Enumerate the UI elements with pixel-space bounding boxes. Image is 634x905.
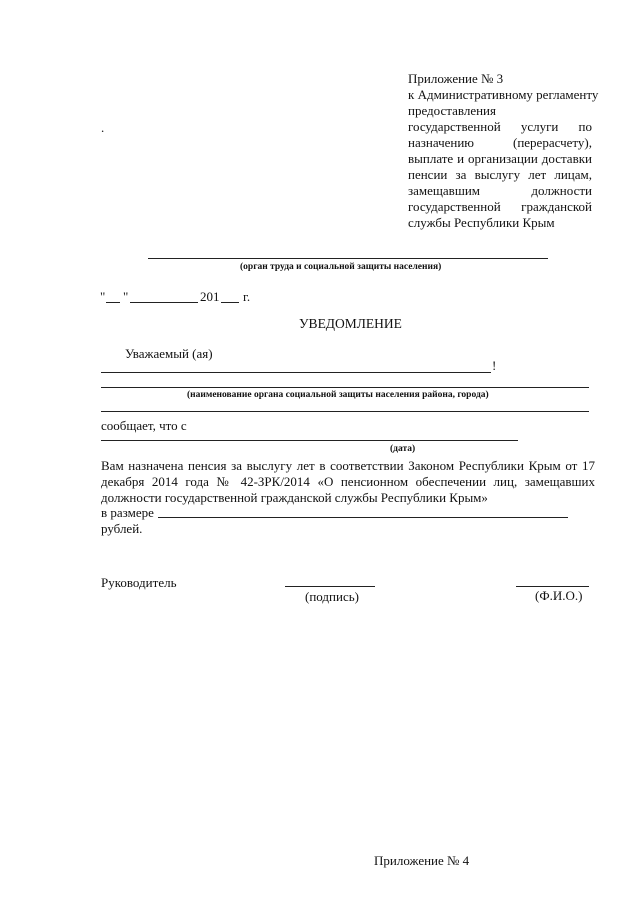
- appendix-line: службы Республики Крым: [408, 215, 555, 230]
- signature-role: Руководитель: [101, 575, 177, 590]
- date-open-quote: ": [100, 289, 106, 304]
- appendix-line: к Административному регламенту: [408, 87, 599, 102]
- appendix-line: замещавшим должности: [408, 183, 592, 198]
- organ-line: [148, 258, 548, 259]
- appendix-line: предоставления: [408, 103, 496, 118]
- appendix-header: [408, 71, 599, 231]
- year-blank: [221, 302, 239, 303]
- organ-name-caption: (наименование органа социальной защиты населения района, города): [187, 390, 489, 400]
- sign-line: [285, 586, 375, 587]
- year-suffix: г.: [243, 289, 251, 304]
- body-text: Вам назначена пенсия за выслугу лет в соответствии Законом Республики Крым от 17 декабря 2014 года № 42-ЗРК/2014 «О пенсионном обеспечении лиц, замещавших должности государственной гражданской службы Республики Крым»: [101, 458, 595, 505]
- year-prefix: 201: [200, 289, 220, 304]
- date-close-quote: ": [123, 289, 129, 304]
- organ-name-line-2: [101, 411, 589, 412]
- date-caption: (дата): [390, 444, 416, 454]
- informs-text: сообщает, что с: [101, 418, 187, 433]
- amount-line: [158, 517, 568, 518]
- next-appendix: Приложение № 4: [374, 853, 470, 868]
- recipient-line: [101, 372, 491, 373]
- appendix-title: Приложение № 3: [408, 71, 504, 86]
- salutation: Уважаемый (ая): [125, 346, 213, 361]
- stray-mark: .: [101, 120, 105, 135]
- name-line: [516, 586, 589, 587]
- exclamation: !: [492, 358, 497, 373]
- appendix-line: государственной гражданской: [408, 199, 592, 214]
- appendix-line: выплате и организации доставки: [408, 151, 592, 166]
- appendix-line: государственной услуги по: [408, 119, 592, 134]
- organ-caption: (орган труда и социальной защиты населения): [240, 262, 442, 272]
- organ-name-line: [101, 387, 589, 388]
- date-line: [101, 440, 518, 441]
- name-caption: (Ф.И.О.): [535, 588, 583, 603]
- appendix-line: назначению (перерасчету),: [408, 135, 592, 150]
- currency-label: рублей.: [101, 521, 143, 536]
- notice-heading: УВЕДОМЛЕНИЕ: [299, 316, 402, 331]
- day-blank: [106, 302, 120, 303]
- month-blank: [130, 302, 198, 303]
- amount-label: в размере: [101, 505, 154, 520]
- sign-caption: (подпись): [305, 589, 359, 604]
- appendix-line: пенсии за выслугу лет лицам,: [408, 167, 592, 182]
